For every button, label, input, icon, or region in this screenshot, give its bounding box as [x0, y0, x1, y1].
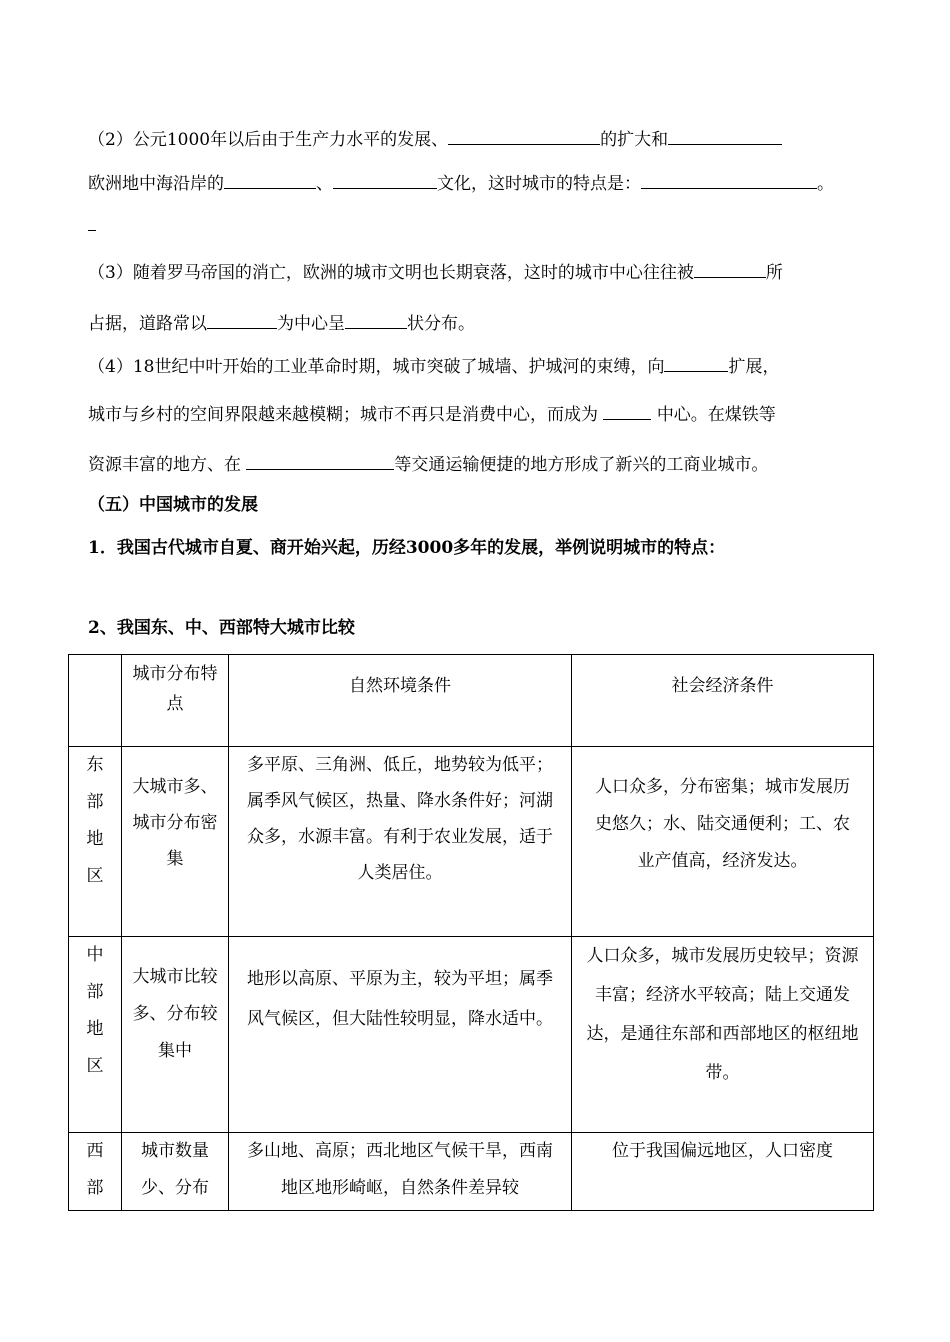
fill-blank[interactable]	[603, 402, 651, 420]
section5-question-2: 2、我国东、中、西部特大城市比较	[88, 618, 355, 638]
para4-line1	[88, 354, 779, 378]
para4-line3	[88, 452, 768, 476]
header-cell-empty	[69, 655, 122, 747]
region-label-central: 中 部 地 区	[69, 937, 122, 1133]
para3-text-2: 所	[765, 263, 783, 283]
cell-distribution: 城市数量少、分布	[122, 1133, 229, 1211]
cell-natural: 多山地、高原；西北地区气候干旱，西南地区地形崎岖，自然条件差异较	[229, 1133, 572, 1211]
table-row	[69, 1133, 874, 1211]
fill-blank[interactable]	[668, 127, 782, 145]
para2-line1	[88, 127, 782, 151]
para4-line2	[88, 402, 776, 426]
fill-blank[interactable]	[641, 171, 817, 189]
para4-text-5: 资源丰富的地方、在	[88, 455, 241, 475]
cell-social: 人口众多，城市发展历史较早；资源丰富；经济水平较高；陆上交通发达，是通往东部和西部地区的枢纽地带。	[572, 937, 874, 1133]
para4-text-4: 中心。在煤铁等	[656, 405, 776, 425]
para4-text-1: （4）18世纪中叶开始的工业革命时期，城市突破了城墙、护城河的束缚，向	[88, 357, 665, 377]
para3-text-3: 占据，道路常以	[88, 314, 207, 334]
section5-title: （五）中国城市的发展	[88, 495, 258, 515]
fill-blank[interactable]	[333, 171, 437, 189]
para2-line2	[88, 171, 834, 195]
cell-distribution: 大城市比较多、分布较集中	[122, 937, 229, 1133]
para2-text-6: 。	[817, 174, 834, 194]
para3-line1	[88, 260, 783, 284]
para3-text-1: （3）随着罗马帝国的消亡，欧洲的城市文明也长期衰落，这时的城市中心往往被	[88, 263, 694, 283]
cell-natural: 多平原、三角洲、低丘，地势较为低平；属季风气候区，热量、降水条件好；河湖众多，水源丰富。有利于农业发展，适于人类居住。	[229, 747, 572, 937]
para3-text-4: 为中心呈	[277, 314, 345, 334]
table-header-row	[69, 655, 874, 747]
header-cell-distribution: 城市分布特点	[122, 655, 229, 747]
cell-social: 位于我国偏远地区，人口密度	[572, 1133, 874, 1211]
para2-text-5: 文化，这时城市的特点是：	[437, 174, 641, 194]
comparison-table	[68, 654, 874, 1211]
para3-text-5: 状分布。	[407, 314, 475, 334]
para2-text-3: 欧洲地中海沿岸的	[88, 174, 224, 194]
para2-text-4: 、	[316, 174, 333, 194]
region-label-east: 东 部 地 区	[69, 747, 122, 937]
cell-distribution: 大城市多、城市分布密集	[122, 747, 229, 937]
fill-blank[interactable]	[246, 452, 394, 470]
fill-blank[interactable]	[664, 354, 728, 372]
para2-line3	[88, 213, 96, 237]
fill-blank[interactable]	[448, 127, 600, 145]
region-label-west: 西 部	[69, 1133, 122, 1211]
table-row	[69, 747, 874, 937]
para2-text-2: 的扩大和	[600, 130, 669, 150]
fill-blank[interactable]	[694, 260, 766, 278]
para2-text-1: （2）公元1000年以后由于生产力水平的发展、	[88, 130, 449, 150]
header-cell-social: 社会经济条件	[572, 655, 874, 747]
cell-natural: 地形以高原、平原为主，较为平坦；属季风气候区，但大陆性较明显，降水适中。	[229, 937, 572, 1133]
fill-blank[interactable]	[207, 311, 277, 329]
para4-text-6: 等交通运输便捷的地方形成了新兴的工商业城市。	[394, 455, 769, 475]
para4-text-3: 城市与乡村的空间界限越来越模糊；城市不再只是消费中心，而成为	[88, 405, 598, 425]
fill-blank[interactable]	[345, 311, 407, 329]
cell-social: 人口众多，分布密集；城市发展历史悠久；水、陆交通便利；工、农业产值高，经济发达。	[572, 747, 874, 937]
table-row	[69, 937, 874, 1133]
fill-blank[interactable]	[88, 213, 96, 231]
para4-text-2: 扩展，	[728, 357, 780, 377]
para3-line2	[88, 311, 475, 335]
section5-question-1: 1．我国古代城市自夏、商开始兴起，历经3000多年的发展，举例说明城市的特点：	[88, 538, 726, 558]
header-cell-natural: 自然环境条件	[229, 655, 572, 747]
fill-blank[interactable]	[224, 171, 316, 189]
